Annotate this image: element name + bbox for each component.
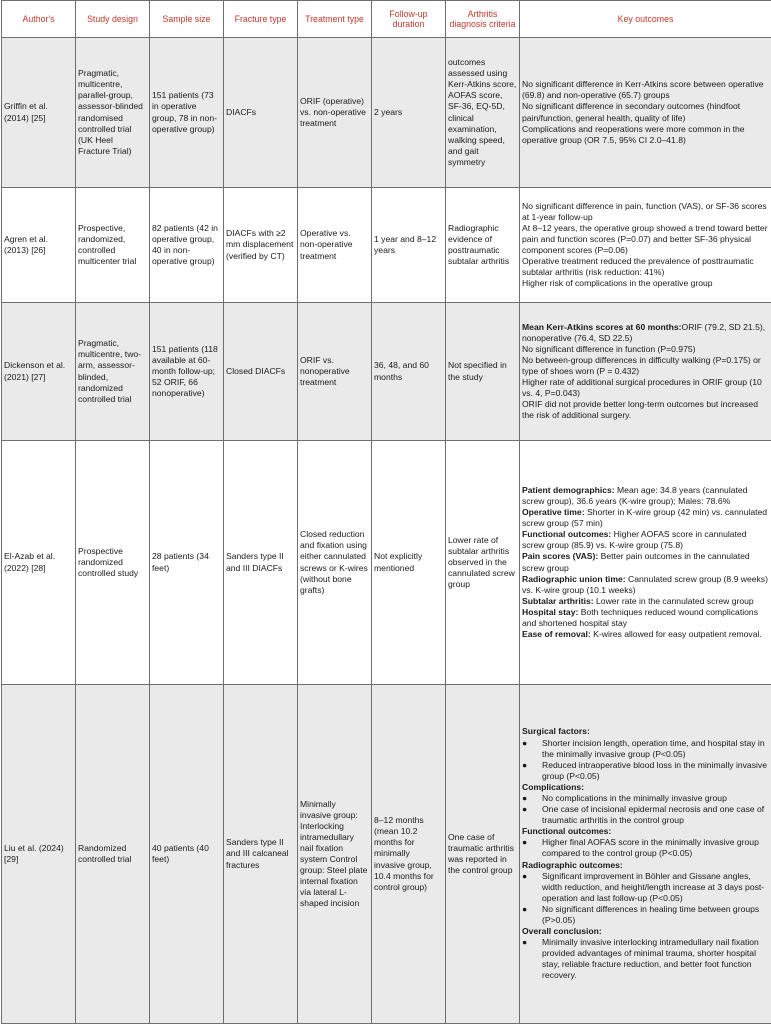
header-follow-up: Follow-up duration — [372, 1, 446, 38]
outcome-line: Complications and reoperations were more common in the operative group (OR 7.5, 95% CI 2.0–41.8) — [522, 123, 745, 145]
cell-outcomes — [520, 303, 771, 441]
cell-treatment: ORIF (operative) vs. non-operative treatment — [298, 38, 372, 188]
header-treatment-type: Treatment type — [298, 1, 372, 38]
outcome-label: Radiographic union time: — [522, 573, 626, 584]
header-author: Author's — [2, 1, 76, 38]
cell-sample: 151 patients (118 available at 60-month follow-up; 52 ORIF, 66 nonoperative) — [150, 303, 224, 441]
outcome-line: No between-group differences in difficulty walking (P=0.175) or type of shoes worn (P = 0.432) — [522, 354, 761, 376]
outcome-line — [522, 607, 769, 629]
cell-design: Pragmatic, multicentre, parallel-group, assessor-blinded randomised controlled trial (UK Heel Fracture Trial) — [76, 38, 150, 188]
outcome-label: Mean Kerr-Atkins scores at 60 months: — [522, 321, 682, 332]
bullet-text: One case of incisional epidermal necrosis and one case of traumatic arthritis in the control group — [542, 804, 765, 826]
cell-outcomes — [520, 685, 771, 1024]
cell-sample: 82 patients (42 in operative group, 40 in non-operative group) — [150, 188, 224, 303]
cell-treatment: Closed reduction and fixation using either cannulated screws or K-wires (without bone grafts) — [298, 441, 372, 685]
section-heading: Surgical factors: — [522, 726, 590, 737]
bullet-icon: ● — [522, 792, 528, 803]
table-row — [2, 441, 771, 685]
bullet-icon: ● — [522, 870, 528, 881]
studies-table — [1, 0, 771, 1024]
cell-sample: 28 patients (34 feet) — [150, 441, 224, 685]
section-heading: Complications: — [522, 781, 585, 792]
outcome-label: Pain scores (VAS): — [522, 551, 599, 562]
header-key-outcomes: Key outcomes — [520, 1, 771, 38]
bullet-icon: ● — [522, 937, 528, 948]
header-study-design: Study design — [76, 1, 150, 38]
outcome-line — [522, 596, 769, 607]
header-fracture-type: Fracture type — [224, 1, 298, 38]
outcome-line — [522, 322, 769, 344]
cell-sample: 151 patients (73 in operative group, 78 in non-operative group) — [150, 38, 224, 188]
cell-author: Dickenson et al. (2021) [27] — [2, 303, 76, 441]
outcome-line: No significant difference in function (P=0.975) — [522, 343, 696, 354]
cell-fracture: DIACFs — [224, 38, 298, 188]
bullet-icon: ● — [522, 737, 528, 748]
bullet-text: Minimally invasive interlocking intramedullary nail fixation provided advantages of minimal trauma, shorter hospital stay, reliable fracture reduction, and better foot function recovery. — [542, 937, 759, 981]
cell-followup: 2 years — [372, 38, 446, 188]
outcome-label: Functional outcomes: — [522, 529, 612, 540]
outcome-line: Higher risk of complications in the operative group — [522, 278, 713, 289]
bullet-text: No complications in the minimally invasive group — [542, 792, 727, 803]
bullet-item — [522, 937, 769, 981]
bullet-icon: ● — [522, 804, 528, 815]
cell-treatment: Operative vs. non-operative treatment — [298, 188, 372, 303]
cell-criteria: One case of traumatic arthritis was reported in the control group — [446, 685, 520, 1024]
cell-outcomes — [520, 441, 771, 685]
cell-criteria: Radiographic evidence of posttraumatic subtalar arthritis — [446, 188, 520, 303]
header-row — [2, 1, 771, 38]
outcome-text: Higher AOFAS score in cannulated screw group (85.9) vs. K-wire group (75.8) — [522, 529, 747, 551]
outcome-line: No significant difference in Kerr-Atkins score between operative (69.8) and non-operative (65.7) groups — [522, 79, 764, 101]
outcome-label: Patient demographics: — [522, 484, 615, 495]
outcome-line: No significant difference in secondary outcomes (hindfoot pain/function, general health, quality of life) — [522, 101, 741, 123]
cell-fracture: Closed DIACFs — [224, 303, 298, 441]
cell-fracture: DIACFs with ≥2 mm displacement (verified by CT) — [224, 188, 298, 303]
bullet-icon: ● — [522, 759, 528, 770]
bullet-item — [522, 804, 769, 826]
bullet-text: Higher final AOFAS score in the minimally invasive group compared to the control group (P<0.05) — [542, 837, 759, 859]
outcome-line — [522, 485, 769, 507]
outcome-line — [522, 574, 769, 596]
outcome-line — [522, 507, 769, 529]
cell-sample: 40 patients (40 feet) — [150, 685, 224, 1024]
outcome-text: Cannulated screw group (8.9 weeks) vs. K-wire group (10.1 weeks) — [522, 573, 768, 595]
outcome-line — [522, 529, 769, 551]
outcome-text: Mean age: 34.8 years (cannulated screw group), 36.6 years (K-wire group); Males: 78.6% — [522, 484, 748, 506]
cell-criteria: Lower rate of subtalar arthritis observed in the cannulated screw group — [446, 441, 520, 685]
cell-followup: Not explicitly mentioned — [372, 441, 446, 685]
cell-author: Griffin et al. (2014) [25] — [2, 38, 76, 188]
cell-followup: 36, 48, and 60 months — [372, 303, 446, 441]
cell-treatment: Minimally invasive group: Interlocking intramedullary nail fixation system Control group: Steel plate internal fixation via lateral L-shaped incision — [298, 685, 372, 1024]
outcome-line: At 8–12 years, the operative group showed a trend toward better pain and function scores (P=0.07) and better SF-36 physical component scores (P=0.06) — [522, 222, 768, 255]
bullet-item — [522, 871, 769, 904]
cell-author: El-Azab et al. (2022) [28] — [2, 441, 76, 685]
outcome-line — [522, 551, 769, 573]
header-sample-size: Sample size — [150, 1, 224, 38]
cell-treatment: ORIF vs. nonoperative treatment — [298, 303, 372, 441]
cell-design: Prospective, randomized, controlled multicenter trial — [76, 188, 150, 303]
bullet-item — [522, 837, 769, 859]
cell-fracture: Sanders type II and III calcaneal fractures — [224, 685, 298, 1024]
cell-outcomes — [520, 188, 771, 303]
outcome-label: Operative time: — [522, 507, 585, 518]
cell-criteria: outcomes assessed using Kerr-Atkins score, AOFAS score, SF-36, EQ-5D, clinical examination, walking speed, and gait symmetry — [446, 38, 520, 188]
bullet-icon: ● — [522, 903, 528, 914]
cell-author: Agren et al. (2013) [26] — [2, 188, 76, 303]
bullet-text: Shorter incision length, operation time, and hospital stay in the minimally invasive group (P<0.05) — [542, 737, 765, 759]
cell-fracture: Sanders type II and III DIACFs — [224, 441, 298, 685]
table-row — [2, 685, 771, 1024]
section-heading: Functional outcomes: — [522, 826, 612, 837]
section-heading: Overall conclusion: — [522, 926, 602, 937]
table-row — [2, 303, 771, 441]
outcome-text: Both techniques reduced wound complications and shortened hospital stay — [522, 606, 758, 628]
outcome-text: Shorter in K-wire group (42 min) vs. cannulated screw group (57 min) — [522, 507, 768, 529]
table-row — [2, 188, 771, 303]
outcome-line: No significant difference in pain, function (VAS), or SF-36 scores at 1-year follow-up — [522, 200, 767, 222]
outcome-line: Operative treatment reduced the prevalence of posttraumatic subtalar arthritis (risk reduction: 41%) — [522, 256, 754, 278]
bullet-text: Significant improvement in Böhler and Gissane angles, width reduction, and height/length increase at 3 days post-operation and last follow-up (P<0.05) — [542, 870, 765, 903]
cell-design: Prospective randomized controlled study — [76, 441, 150, 685]
outcome-label: Subtalar arthritis: — [522, 595, 594, 606]
cell-criteria: Not specified in the study — [446, 303, 520, 441]
outcome-line — [522, 629, 769, 640]
bullet-icon: ● — [522, 837, 528, 848]
outcome-line: Higher rate of additional surgical procedures in ORIF group (10 vs. 4, P=0.043) — [522, 377, 762, 399]
section-heading: Radiographic outcomes: — [522, 859, 623, 870]
cell-followup: 1 year and 8–12 years — [372, 188, 446, 303]
bullet-item — [522, 904, 769, 926]
outcome-label: Ease of removal: — [522, 629, 591, 640]
cell-author: Liu et al. (2024) [29] — [2, 685, 76, 1024]
outcome-text: Better pain outcomes in the cannulated screw group — [522, 551, 750, 573]
cell-outcomes — [520, 38, 771, 188]
header-arthritis-criteria: Arthritis diagnosis criteria — [446, 1, 520, 38]
bullet-item — [522, 760, 769, 782]
table-row — [2, 38, 771, 188]
outcome-label: Hospital stay: — [522, 606, 579, 617]
cell-design: Pragmatic, multicentre, two-arm, assessor-blinded, randomized controlled trial — [76, 303, 150, 441]
bullet-item — [522, 793, 769, 804]
bullet-item — [522, 738, 769, 760]
outcome-text: ORIF (79.2, SD 21.5), nonoperative (76.4, SD 22.5) — [522, 321, 766, 343]
outcome-text: K-wires allowed for easy outpatient removal. — [590, 629, 762, 640]
bullet-text: No significant differences in healing time between groups (P>0.05) — [542, 903, 760, 926]
cell-design: Randomized controlled trial — [76, 685, 150, 1024]
bullet-text: Reduced intraoperative blood loss in the minimally invasive group (P<0.05) — [542, 759, 767, 781]
cell-followup: 8–12 months (mean 10.2 months for minimally invasive group, 10.4 months for control group) — [372, 685, 446, 1024]
outcome-text: Lower rate in the cannulated screw group — [593, 595, 754, 606]
outcome-line: ORIF did not provide better long-term outcomes but increased the risk of additional surgery. — [522, 399, 758, 421]
